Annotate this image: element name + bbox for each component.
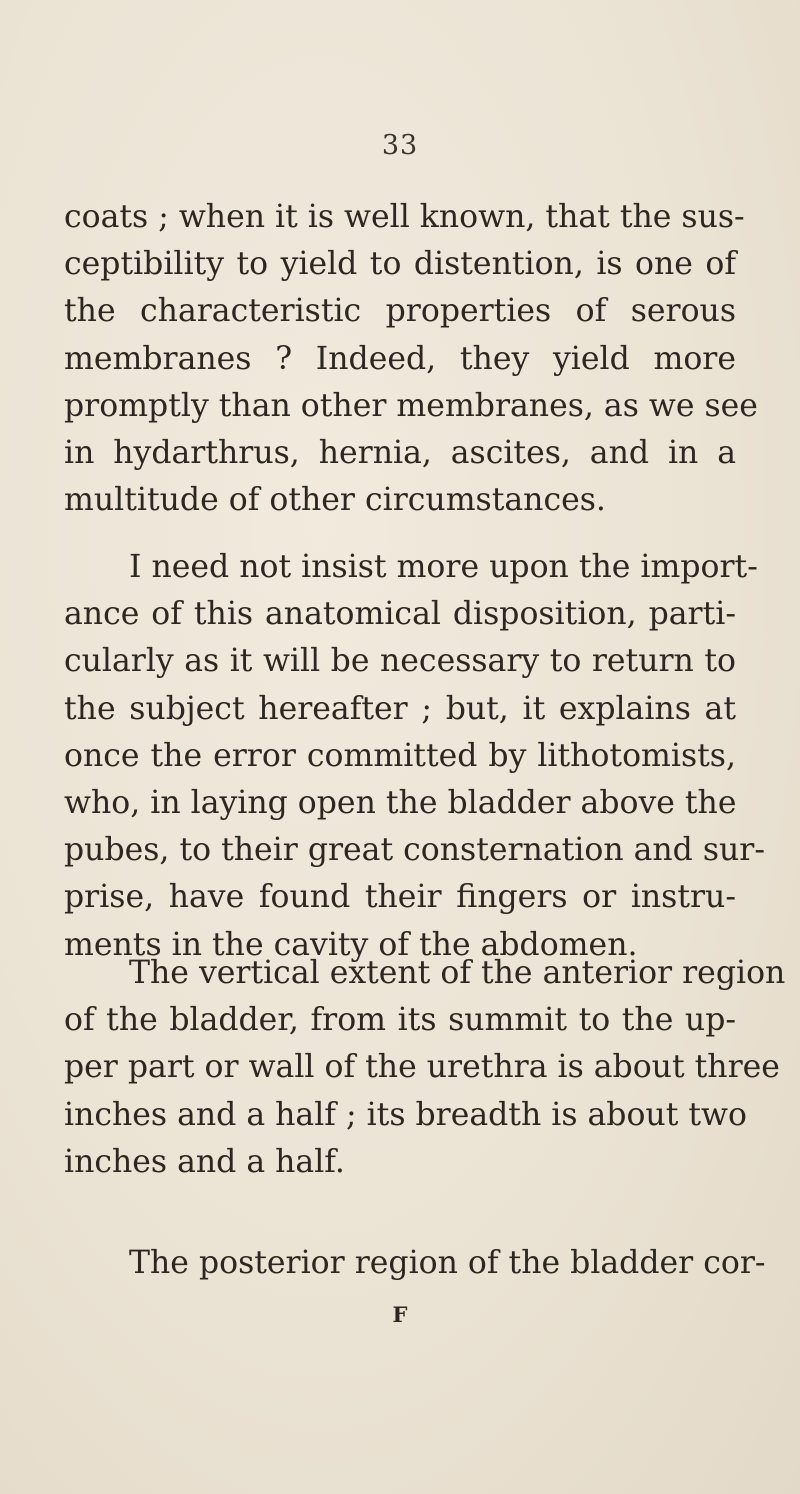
text-line: who, in laying open the bladder above the bbox=[64, 785, 737, 822]
paragraph-4 bbox=[64, 1240, 766, 1287]
paragraph-2 bbox=[64, 544, 766, 969]
text-line: cularly as it will be necessary to return to bbox=[64, 643, 736, 680]
text-line: ance of this anatomical disposition, parti- bbox=[64, 596, 736, 633]
text-line: The vertical extent of the anterior region bbox=[129, 955, 786, 991]
text-line: The posterior region of the bladder cor- bbox=[129, 1245, 766, 1281]
text-line: I need not insist more upon the import- bbox=[129, 549, 758, 585]
text-line: per part or wall of the urethra is about three bbox=[64, 1049, 780, 1086]
text-line: the subject hereafter ; but, it explains at bbox=[64, 690, 736, 727]
signature-mark: F bbox=[392, 1302, 408, 1327]
text-line: multitude of other circumstances. bbox=[64, 482, 606, 519]
page-number: 33 bbox=[381, 130, 419, 161]
text-line: in hydarthrus, hernia, ascites, and in a bbox=[64, 435, 736, 472]
text-line: prise, have found their fingers or instru- bbox=[64, 879, 736, 916]
text-line: promptly than other membranes, as we see bbox=[64, 387, 758, 424]
text-line: inches and a half ; its breadth is about two bbox=[64, 1096, 747, 1133]
paragraph-3 bbox=[64, 950, 786, 1186]
text-line: ceptibility to yield to distention, is one of bbox=[64, 246, 736, 283]
text-line: inches and a half. bbox=[64, 1143, 345, 1180]
text-line: of the bladder, from its summit to the up- bbox=[64, 1002, 736, 1039]
text-line: once the error committed by lithotomists, bbox=[64, 737, 736, 774]
text-line: pubes, to their great consternation and sur- bbox=[64, 832, 766, 869]
paragraph-1 bbox=[64, 194, 758, 524]
text-line: the characteristic properties of serous bbox=[64, 293, 736, 330]
text-line: membranes ? Indeed, they yield more bbox=[64, 340, 736, 377]
text-line: ments in the cavity of the abdomen. bbox=[64, 926, 638, 963]
text-line: coats ; when it is well known, that the sus- bbox=[64, 199, 745, 235]
